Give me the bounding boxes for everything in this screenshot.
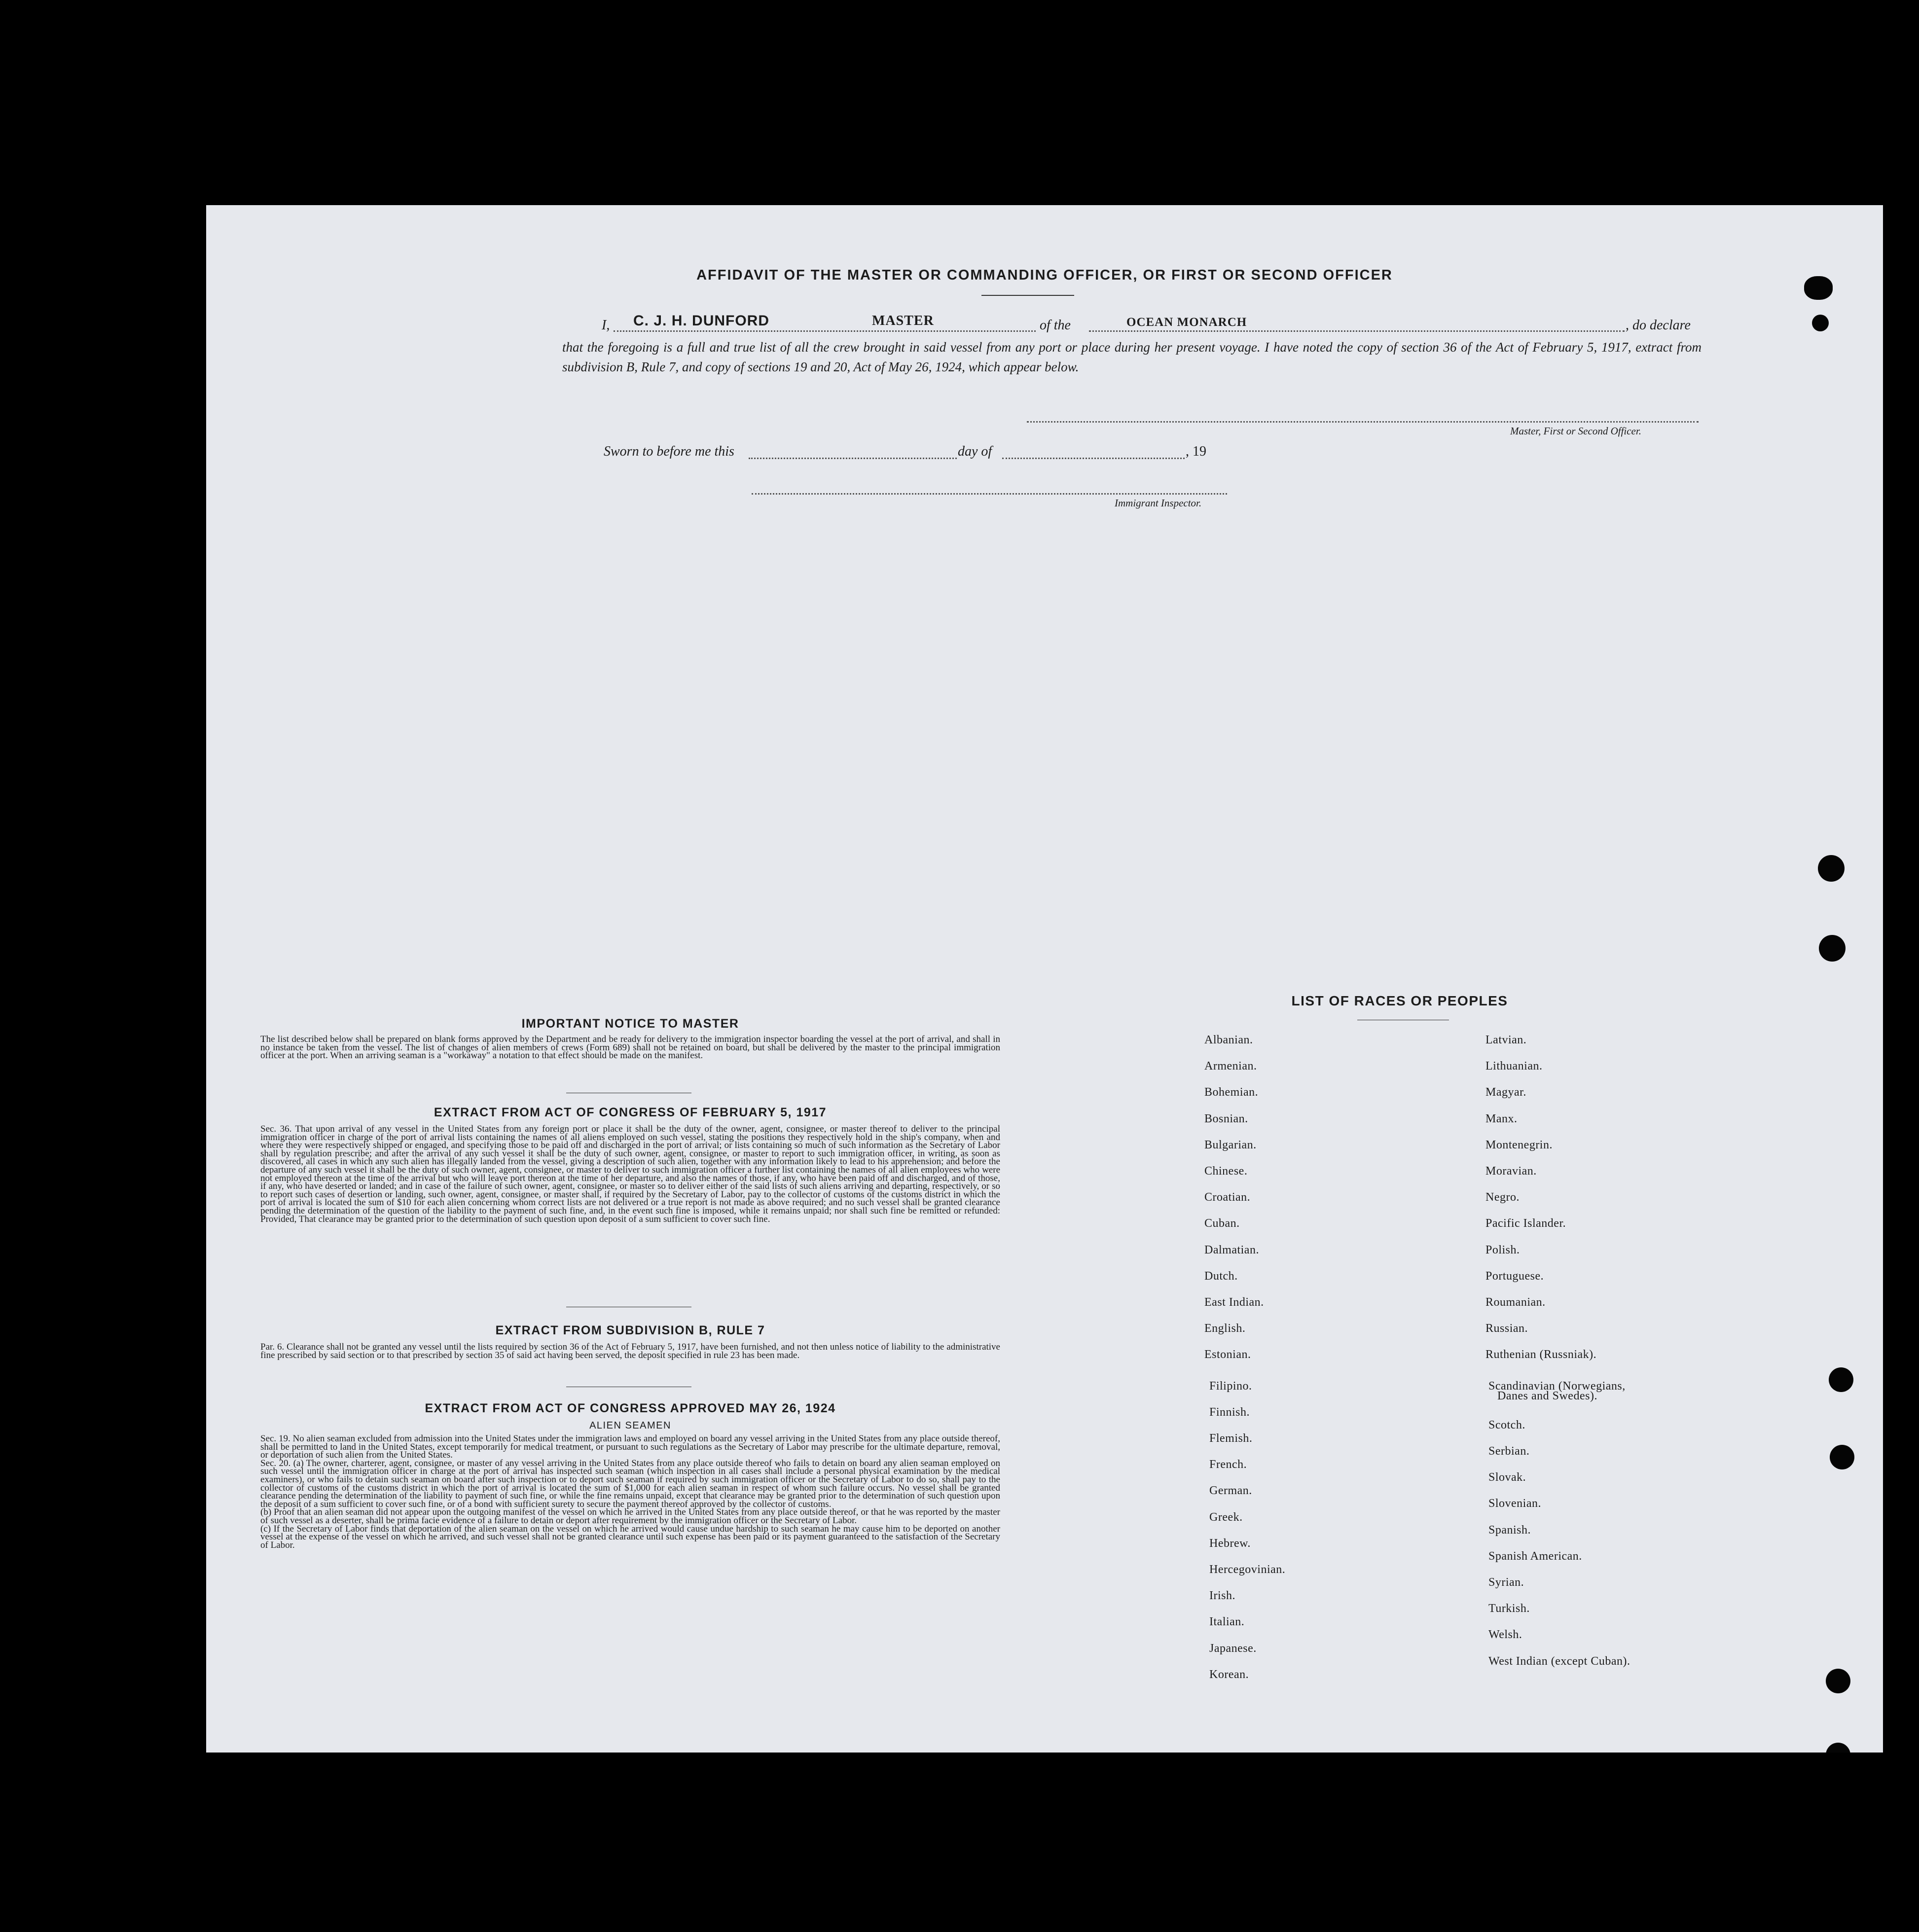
extract-1924-title: EXTRACT FROM ACT OF CONGRESS APPROVED MAY 26, 1924 [425,1401,836,1415]
race-item: Manx. [1485,1112,1518,1125]
notice-title: IMPORTANT NOTICE TO MASTER [521,1017,739,1031]
year-label: , 19 [1186,444,1206,459]
extract-1917-text: Sec. 36. That upon arrival of any vessel in the United States from any foreign port or place it shall be the duty of the owner, agent, consignee, or master thereof to deliver to the principal immigration officer in charge of the port of arrival lists containing the names of all aliens employed on such vessel, stating the positions they respectively hold in the ship's company, when and where they were respectively shipped or engaged, and specifying those to be paid off and discharged in the port of arrival; or lists containing so much of such information as the Secretary of Labor shall by regulation prescribe; and after the arrival of any such vessel it shall be the duty of such owner, agent, consignee, or master to report to such immigration officer, in writing, as soon as discovered, all cases in which any such alien has illegally landed from the vessel, giving a description of such alien, together with any information likely to lead to his apprehension; and before the departure of any such vessel it shall be the duty of such owner, agent, consignee, or master to deliver to such immigration officer a further list containing the names of all alien employees who were not employed thereon at the time of the arrival but who will leave port thereon at the time of her departure, and also the names of those, if any, who have been paid off and discharged, and of those, if any, who have deserted or landed; and in case of the failure of such owner, agent, consignee, or master so to deliver either of the said lists of such aliens arriving and departing, respectively, or so to report such cases of desertion or landing, such owner, agent, consignee, or master shall, if required by the Secretary of Labor, pay to the collector of customs of the customs district in which the port of arrival is located the sum of $10 for each alien concerning whom correct lists are not delivered or a true report is not made as above required; and no such vessel shall be granted clearance pending the determination of the question of the liability to the payment of such fine, and, in the event such fine is imposed, while it remains unpaid; nor shall such fine be remitted or refunded: Provided, That clearance may be granted prior to the determination of such question upon deposit of a sum sufficient to cover such fine. [260,1124,1000,1224]
race-item: Welsh. [1488,1628,1522,1642]
race-item: Slovak. [1488,1471,1526,1484]
punch-hole [1830,1445,1854,1469]
officer-signature-line [1027,421,1699,423]
notice-text: The list described below shall be prepared on blank forms approved by the Department and be ready for delivery to the immigration inspector boarding the vessel at the port of arrival, and shall in no instance be taken from the vessel. The list of changes of alien members of crews (Form 689) shall not be retained on board, but shall be delivered by the master to the principal immigration officer at the port. When an arriving seaman is a "workaway" a notation to that effect should be made on the manifest. [260,1034,1000,1061]
punch-hole [1818,855,1845,882]
alien-seamen-subtitle: ALIEN SEAMEN [589,1420,671,1431]
vessel-line [1089,330,1625,332]
race-item: Polish. [1485,1243,1520,1256]
sworn-label: Sworn to before me this [604,444,734,459]
document-page [206,205,1883,1753]
race-item: Russian. [1485,1322,1528,1335]
race-item: German. [1209,1484,1252,1498]
sworn-day-line [749,458,957,459]
race-item: Bohemian. [1204,1086,1259,1099]
master-name: C. J. H. DUNFORD [633,313,770,329]
race-item: Flemish. [1209,1432,1253,1445]
of-the-label: of the [1040,318,1071,333]
race-item: Syrian. [1488,1576,1524,1589]
declaration-body: that the foregoing is a full and true list of all the crew brought in said vessel from any port or place during her present voyage. I have noted the copy of section 36 of the Act of February 5, 1917, extract from subdivision B, Rule 7, and copy of sections 19 and 20, Act of May 26, 1924, which appear below. [562,340,1702,374]
race-item: Hebrew. [1209,1537,1251,1550]
extract-rule7-text: Par. 6. Clearance shall not be granted any vessel until the lists required by section 36 of the Act of February 5, 1917, have been furnished, and not then unless notice of liability to the administrative fine prescribed by said section or to that prescribed by section 35 of said act having been served, the deposit specified in rule 23 has been made. [260,1342,1000,1360]
extract-1917-title: EXTRACT FROM ACT OF CONGRESS OF FEBRUARY 5, 1917 [434,1106,827,1119]
title-divider [981,295,1074,296]
race-item: Danes and Swedes). [1497,1389,1597,1402]
race-item: Japanese. [1209,1642,1257,1655]
do-declare-label: , do declare [1626,318,1691,333]
race-item: Estonian. [1204,1348,1251,1361]
race-item: Spanish American. [1488,1549,1582,1563]
race-item: Scandinavian (Norwegians, [1488,1379,1626,1393]
race-item: Dalmatian. [1204,1243,1259,1256]
race-item: Finnish. [1209,1405,1250,1419]
race-item: Slovenian. [1488,1497,1541,1510]
sworn-month-line [1002,458,1185,459]
punch-hole [1812,315,1829,331]
inspector-signature-line [752,493,1227,495]
race-item: Bosnian. [1204,1112,1248,1125]
race-item: Portuguese. [1485,1269,1544,1283]
race-item: Magyar. [1485,1086,1526,1099]
race-item: Negro. [1485,1191,1520,1204]
section-20c-text: (c) If the Secretary of Labor finds that deportation of the alien seaman on the vessel on which he arrived would cause undue hardship to such seaman he may cause him to be deported on another vessel at the expense of the vessel on which he arrived, and such vessel shall not be granted clearance until such expense has been paid or its payment guaranteed to the satisfaction of the Secretary of Labor. [260,1523,1000,1550]
race-item: Armenian. [1204,1060,1257,1073]
day-of-label: day of [958,444,992,459]
name-line [614,330,1036,332]
officer-signature-caption: Master, First or Second Officer. [1510,425,1641,437]
race-item: French. [1209,1458,1247,1471]
race-item: Scotch. [1488,1418,1525,1431]
punch-hole [1829,1367,1853,1392]
race-item: West Indian (except Cuban). [1488,1654,1630,1668]
section-19-text: Sec. 19. No alien seaman excluded from admission into the United States under the immigration laws and employed on board any vessel arriving in the United States from any place outside thereof, shall be permitted to land in the United States, except temporarily for medical treatment, or pursuant to such regulations as the Secretary of Labor may prescribe for the ultimate departure, removal, or deportation of such alien from the United States. [260,1433,1000,1461]
section-20b-text: (b) Proof that an alien seaman did not appear upon the outgoing manifest of the vessel on which he arrived in the United States from any place outside thereof, or that he was reported by the master of such vessel as a deserter, shall be prima facie evidence of a failure to detain or deport after requirement by the immigration officer or the Secretary of Labor. [260,1507,1000,1526]
affidavit-title: AFFIDAVIT OF THE MASTER OR COMMANDING OFFICER, OR FIRST OR SECOND OFFICER [696,267,1393,283]
race-item: Serbian. [1488,1445,1530,1458]
races-title: LIST OF RACES OR PEOPLES [1291,993,1508,1008]
race-item: Lithuanian. [1485,1060,1543,1073]
punch-hole [1819,935,1846,962]
declaration-prefix: I, [602,318,610,333]
inspector-caption: Immigrant Inspector. [1115,497,1202,509]
race-item: Filipino. [1209,1379,1252,1393]
section-20a-text: Sec. 20. (a) The owner, charterer, agent, consignee, or master of any vessel arriving in the United States from any place outside thereof who fails to detain on board any alien seaman employed on such vessel until the immigration officer in charge at the port of arrival has inspected such seaman (which inspection in all cases shall include a personal physical examination by the medical examiners), or who fails to detain such seaman on board after such inspection or to deport such seaman if required by such immigration officer or the Secretary of Labor to do so, shall pay to the collector of customs of the customs district in which the port of arrival is located the sum of $1,000 for each alien seaman in respect of whom such failure occurs. No vessel shall be granted clearance pending the determination of the liability to payment of such fine, or while the fine remains unpaid, except that clearance may be granted prior to the determination of such question upon the deposit of a sum sufficient to cover such fine, or of a bond with sufficient surety to secure the payment thereof approved by the collector of customs. [260,1458,1000,1509]
race-item: Dutch. [1204,1269,1238,1283]
race-item: Turkish. [1488,1602,1530,1615]
race-item: Spanish. [1488,1523,1531,1537]
race-item: English. [1204,1322,1246,1335]
punch-hole [1826,1669,1850,1693]
race-item: Pacific Islander. [1485,1217,1566,1230]
punch-hole [1826,1743,1850,1753]
race-item: Italian. [1209,1615,1245,1629]
race-item: Latvian. [1485,1034,1527,1046]
race-item: Hercegovinian. [1209,1563,1286,1576]
race-item: Albanian. [1204,1034,1253,1046]
race-item: Cuban. [1204,1217,1240,1230]
race-item: Bulgarian. [1204,1138,1257,1151]
race-item: Roumanian. [1485,1296,1546,1309]
extract-1924-sections [260,1435,1000,1549]
master-rank: MASTER [872,313,934,328]
race-item: Korean. [1209,1668,1249,1681]
vessel-name: OCEAN MONARCH [1126,316,1247,329]
race-item: Montenegrin. [1485,1138,1553,1151]
race-item: Chinese. [1204,1165,1248,1178]
race-item: Irish. [1209,1589,1235,1603]
race-item: Croatian. [1204,1191,1251,1204]
extract-rule7-title: EXTRACT FROM SUBDIVISION B, RULE 7 [495,1324,765,1337]
race-item: Greek. [1209,1510,1243,1524]
race-item: East Indian. [1204,1296,1264,1309]
race-item: Moravian. [1485,1165,1537,1178]
race-item: Ruthenian (Russniak). [1485,1348,1597,1361]
